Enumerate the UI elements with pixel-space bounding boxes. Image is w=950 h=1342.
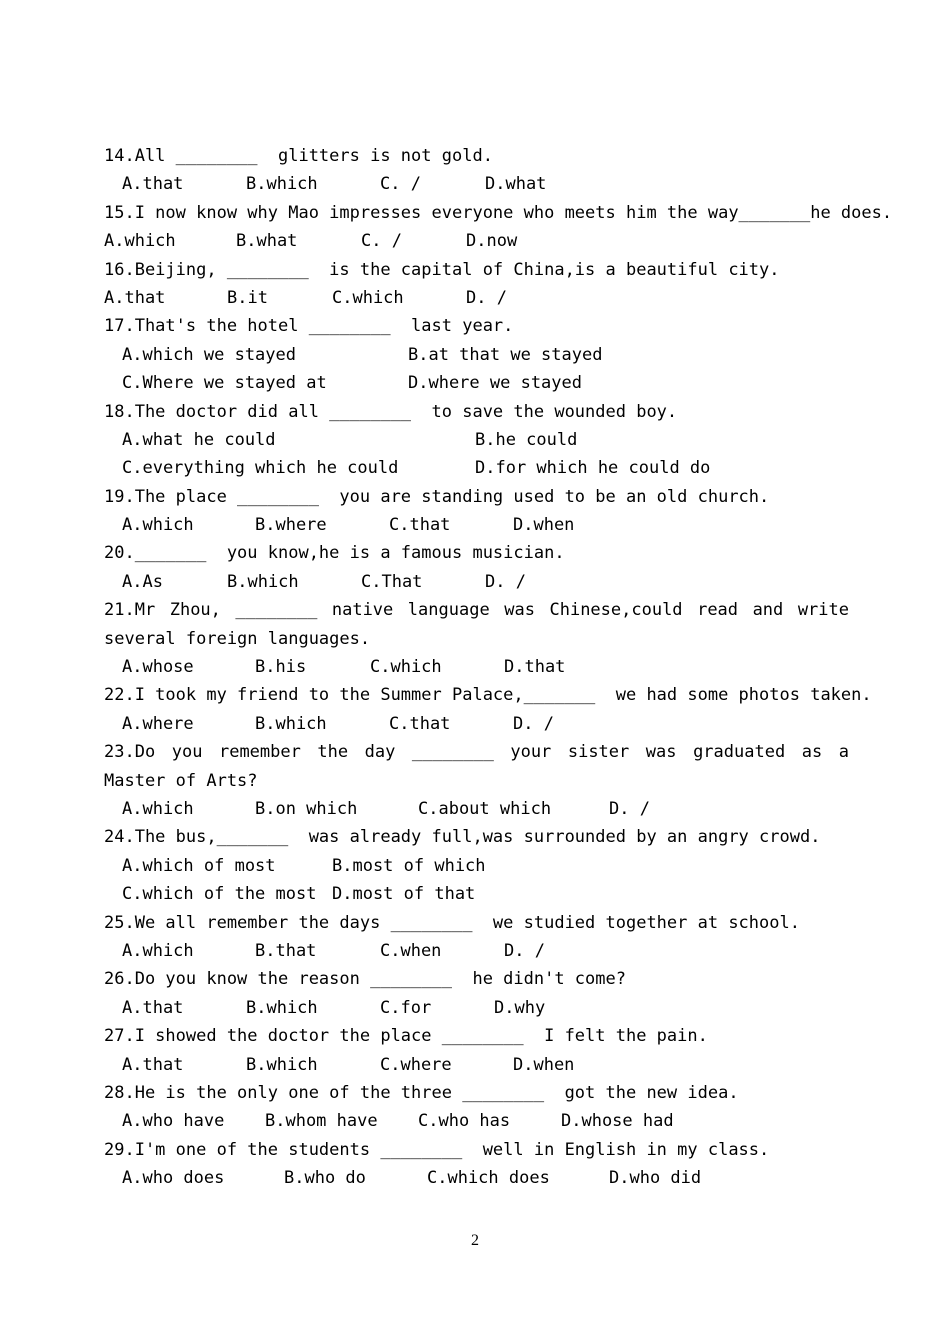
question-stem: 25.We all remember the days ________ we studied together at school.: [104, 912, 800, 933]
options-row: [104, 653, 864, 681]
question-stem: 15.I now know why Mao impresses everyone who meets him the way_______he does.: [104, 202, 893, 223]
question-item: [104, 596, 864, 681]
option-a: A.which: [104, 231, 176, 252]
option-d: D.when: [513, 1054, 575, 1075]
question-item: [104, 738, 864, 823]
option-c: C.everything which he could: [122, 458, 399, 479]
option-c: C.which of the most: [122, 884, 317, 905]
option-b: B.who do: [284, 1168, 366, 1189]
question-stem: 21.Mr Zhou, ________ native language was Chinese,could read and write several foreign languages.: [104, 600, 849, 649]
option-c: C.that: [389, 515, 451, 536]
option-b: B.on which: [255, 799, 358, 820]
options-row: [104, 937, 864, 965]
options-row: [104, 1164, 864, 1192]
option-c: C.that: [389, 713, 451, 734]
option-a: A.that: [122, 174, 184, 195]
option-a: A.whose: [122, 657, 194, 678]
option-c: C.which: [332, 287, 404, 308]
option-d: D.for which he could do: [475, 458, 711, 479]
options-row: [104, 227, 864, 255]
option-d: D.most of that: [332, 884, 476, 905]
question-item: [104, 199, 893, 256]
question-item: [104, 398, 864, 483]
option-c: C. /: [380, 174, 421, 195]
options-row: [104, 852, 864, 880]
options-row: [104, 341, 864, 369]
options-row: [104, 795, 864, 823]
question-item: [104, 1136, 864, 1193]
option-d: D. /: [609, 799, 650, 820]
question-stem: 17.That's the hotel ________ last year.: [104, 316, 514, 337]
question-stem: 24.The bus,_______ was already full,was surrounded by an angry crowd.: [104, 827, 821, 848]
option-a: A.which: [122, 515, 194, 536]
option-d: D.where we stayed: [408, 373, 582, 394]
question-item: [104, 1079, 864, 1136]
option-a: A.which: [122, 941, 194, 961]
question-item: [104, 909, 864, 966]
options-row: [104, 710, 864, 738]
option-a: A.where: [122, 713, 194, 734]
option-d: D.now: [466, 231, 518, 252]
option-a: A.who does: [122, 1168, 225, 1189]
question-stem: 14.All ________ glitters is not gold.: [104, 146, 493, 166]
option-a: A.that: [122, 997, 184, 1018]
question-item: [104, 142, 864, 199]
option-d: D.when: [513, 515, 575, 536]
option-d: D.whose had: [561, 1111, 674, 1132]
option-d: D. /: [485, 571, 526, 592]
options-row: [104, 284, 864, 312]
option-d: D.why: [494, 997, 546, 1018]
question-stem: 16.Beijing, ________ is the capital of China,is a beautiful city.: [104, 259, 780, 280]
options-row: [104, 426, 864, 454]
options-row: [104, 568, 864, 596]
question-stem: 27.I showed the doctor the place ________ I felt the pain.: [104, 1026, 708, 1047]
option-c: C.about which: [418, 799, 552, 820]
option-c: C.which does: [427, 1168, 550, 1189]
option-b: B.what: [236, 231, 298, 252]
options-row: [104, 1051, 864, 1079]
question-list: [104, 142, 893, 1193]
option-b: B.his: [255, 657, 307, 678]
option-b: B.which: [246, 997, 318, 1018]
question-item: [104, 312, 864, 397]
question-item: [104, 1022, 864, 1079]
option-b: B.it: [227, 287, 268, 308]
question-stem: 20._______ you know,he is a famous musician.: [104, 543, 565, 564]
question-item: [104, 823, 864, 908]
question-stem: 19.The place ________ you are standing used to be an old church.: [104, 486, 770, 507]
option-b: B.he could: [475, 429, 578, 450]
options-row: [104, 454, 864, 482]
option-a: A.As: [122, 571, 163, 592]
option-b: B.whom have: [265, 1111, 378, 1132]
option-c: C. /: [361, 231, 402, 252]
option-c: C.when: [380, 941, 442, 961]
option-a: A.which: [122, 799, 194, 820]
question-item: [104, 965, 864, 1022]
option-a: A.which of most: [122, 855, 276, 876]
option-d: D.what: [485, 174, 547, 195]
options-row: [104, 369, 864, 397]
question-item: [104, 256, 864, 313]
option-b: B.which: [255, 713, 327, 734]
option-d: D.who did: [609, 1168, 702, 1189]
option-c: C.which: [370, 657, 442, 678]
question-stem: 29.I'm one of the students ________ well in English in my class.: [104, 1139, 770, 1160]
question-stem: 22.I took my friend to the Summer Palace,_______ we had some photos taken.: [104, 685, 872, 706]
option-a: A.who have: [122, 1111, 225, 1132]
option-b: B.which: [246, 1054, 318, 1075]
option-a: A.what he could: [122, 429, 276, 450]
option-b: B.which: [227, 571, 299, 592]
option-b: B.at that we stayed: [408, 344, 603, 365]
option-c: C.for: [380, 997, 432, 1018]
option-d: D. /: [504, 941, 545, 961]
option-c: C.That: [361, 571, 423, 592]
options-row: [104, 1107, 864, 1135]
option-c: C.where: [380, 1054, 452, 1075]
question-stem: 26.Do you know the reason ________ he didn't come?: [104, 969, 626, 990]
option-b: B.where: [255, 515, 327, 536]
options-row: [104, 511, 864, 539]
option-a: A.that: [122, 1054, 184, 1075]
option-d: D. /: [513, 713, 554, 734]
option-b: B.which: [246, 174, 318, 195]
option-b: B.that: [255, 941, 317, 961]
option-d: D. /: [466, 287, 507, 308]
option-d: D.that: [504, 657, 566, 678]
question-item: [104, 539, 864, 596]
question-stem: 23.Do you remember the day ________ your sister was graduated as a Master of Arts?: [104, 742, 849, 791]
option-c: C.Where we stayed at: [122, 373, 327, 394]
question-item: [104, 483, 864, 540]
question-item: [104, 681, 872, 738]
option-c: C.who has: [418, 1111, 511, 1132]
question-stem: 28.He is the only one of the three ________ got the new idea.: [104, 1082, 739, 1103]
options-row: [104, 994, 864, 1022]
page-number: 2: [471, 1232, 479, 1249]
option-a: A.that: [104, 287, 166, 308]
options-row: [104, 170, 864, 198]
options-row: [104, 880, 864, 908]
question-stem: 18.The doctor did all ________ to save the wounded boy.: [104, 401, 678, 422]
option-b: B.most of which: [332, 855, 486, 876]
option-a: A.which we stayed: [122, 344, 296, 365]
